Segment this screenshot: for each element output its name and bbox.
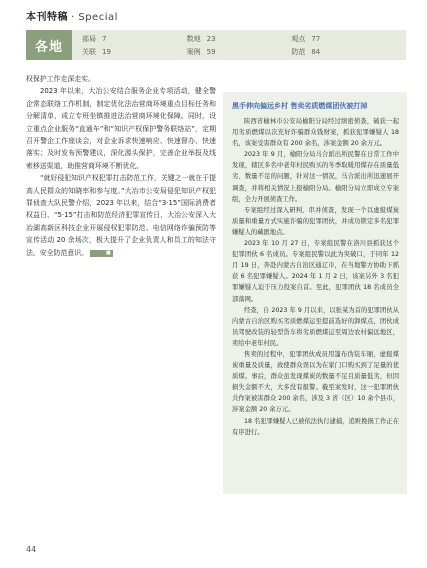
section-stats [72, 30, 406, 60]
end-of-article-mark: ■ [90, 250, 113, 257]
stat-item [82, 45, 187, 58]
page-number: 44 [26, 545, 37, 554]
sidebar-case-box [223, 92, 407, 494]
stat-label: 案例 [186, 47, 201, 56]
stat-label: 观点 [291, 34, 306, 43]
stat-item [187, 45, 292, 58]
case-paragraph: 专案组经过深入研判、串并侦查，发现一个以虚报煤炭质量和重量方式实施诈骗的犯罪团伙，并成功锁定多名犯罪嫌疑人的藏匿地点。 [232, 206, 399, 236]
stat-item [291, 32, 396, 45]
stat-label: 防范 [291, 47, 306, 56]
case-paragraph: 2023 年 10 月 27 日，专案组民警在洛川县抓获这个犯罪团伙 6 名成员。专案组民警以此为突破口，于同年 12 月 19 日，奔赴内蒙古自治区通辽市，在当地警方协助下抓获 6 名犯罪嫌疑人。2024 年 1 月 2 日，该案另外 3 名犯罪嫌疑人迫于压力投案自首。至此，犯罪团伙 18 名成员全部落网。 [232, 240, 399, 303]
stat-label: 关联 [82, 47, 96, 56]
case-paragraph: 陕西省榆林市公安局榆阳分局经过缜密侦查，破获一起用劣质燃煤以次充好诈骗群众钱财案，抓获犯罪嫌疑人 18 名，该案受害群众有 200 余名，涉案金额 20 余万元。 [232, 118, 399, 148]
case-paragraph: 售卖的过程中，犯罪团伙成员用篷布伪装车厢，虚报煤炭重量及质量，致使群众误以为在家门口购买到了足量的优质煤。事后，群众虽发现煤炭的数量不足且质量低劣，但因损失金额不大，大多没有报警。截至案发时，这一犯罪团伙共作案被害群众 200 余名，涉及 3 省（区）10 余个县市，涉案金额 20 余万元。 [232, 350, 399, 414]
case-box-title: 黑手伸向偏远乡村 售卖劣质燃煤团伙被打掉 [232, 102, 368, 110]
body-paragraph: 2023 年以来，大冶公安结合服务企业专项活动，健全警企常态联络工作机制，制定优化法治营商环境重点目标任务和分解清单，成立专班坐镇推进法治营商环境化保障。同时，设立重点企业服务“直通车”和“知识产权保护警务联络站”，定期召开警企工作座谈会，对企业诉求快速响应、快速督办、快速落实；及时发布预警建议，深化源头保护，完善企业举报及线索移送渠道，助推营商环境不断优化。 [26, 87, 216, 170]
stat-label: 部局 [82, 34, 96, 43]
case-paragraph: 2023 年 9 月，榆阳分局马合派出所民警在日常工作中发现，辖区多名中老年村民购买的冬季取暖用煤存在质量低劣、数量不足的问题，针对这一情况，马合派出所迅速展开调查，并将相关情况上报榆阳分局。榆阳分局立即成立专案组，全力开展侦查工作。 [232, 151, 399, 203]
body-paragraph [26, 172, 216, 259]
case-paragraph: 18 名犯罪嫌疑人已被依法执行逮捕，追赃挽损工作正在有序进行。 [232, 417, 399, 436]
case-paragraph: 经查，自 2023 年 9 月以来，以张某为首的犯罪团伙从内蒙古自治区购买劣质燃煤运至提前选好的卸煤点，团伙成员驾驶改装的轻型货车将劣质燃煤运至周边农村偏远地区，卖给中老年村民。 [232, 306, 399, 347]
body-paragraph-text: “就好侵犯知识产权犯罪打击防范工作，关键之一就在于提高人民群众的知晓率和参与度。”大冶市公安局侵犯知识产权犯罪侦查大队民警介绍，2023 年以来，结合“3·15”国际消费者权益日、“5·15”打击和防范经济犯罪宣传日，大冶公安深入大冶湖高新区科技企业开展侵权犯罪防范、电信网络诈骗预防等宣传活动 20 余场次，极大提升了企业负责人和员工的知法守法、安全防范意识。 [26, 174, 216, 257]
stat-label: 数地 [186, 34, 201, 43]
section-label: 各地 [26, 30, 72, 60]
magazine-subtitle: · Special [71, 12, 118, 23]
article-body [26, 73, 216, 259]
stat-value: 19 [102, 47, 111, 56]
magazine-title-text: 本刊特稿 [26, 12, 68, 23]
stat-value: 84 [311, 47, 321, 56]
section-bar [26, 30, 406, 60]
page-header [0, 0, 427, 68]
body-paragraph: 权保护工作走深走实。 [26, 75, 95, 83]
magazine-title [26, 8, 118, 23]
stat-value: 59 [206, 47, 216, 56]
stat-item [187, 32, 292, 45]
stat-item [291, 45, 396, 58]
stat-item [82, 32, 187, 45]
stat-value: 7 [102, 34, 107, 43]
stat-value: 23 [206, 34, 216, 43]
stat-value: 77 [311, 34, 321, 43]
